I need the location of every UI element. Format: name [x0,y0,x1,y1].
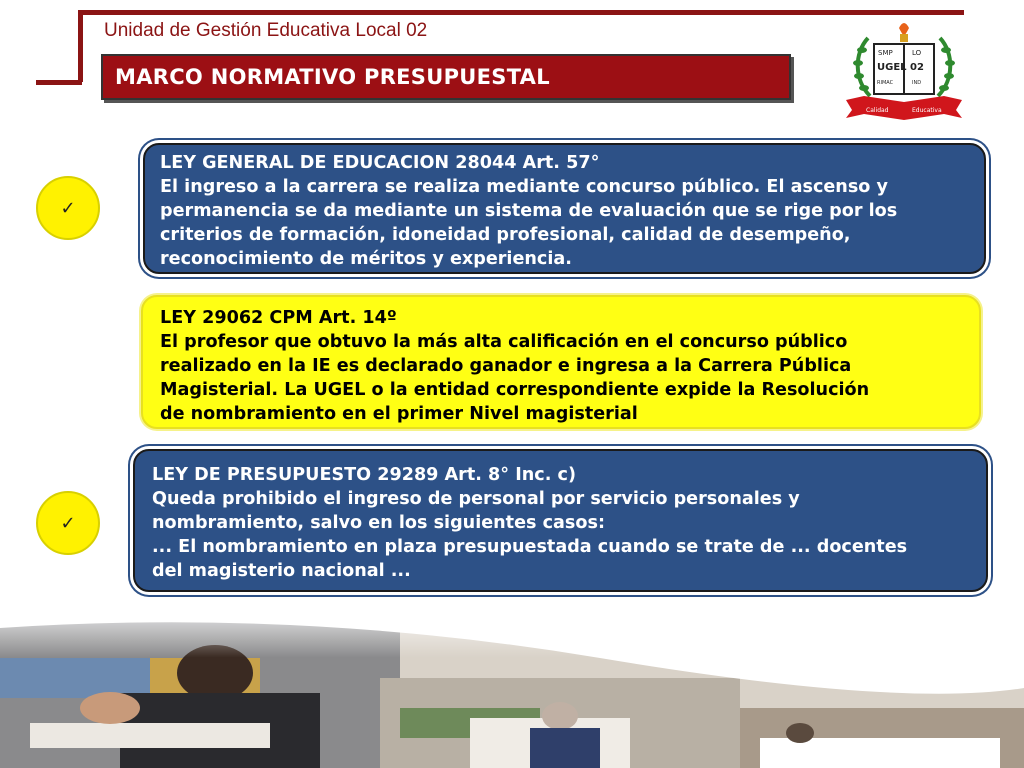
logo-text-ugel: UGEL [877,62,907,73]
ugel-logo [844,18,964,122]
law-heading: LEY 29062 CPM Art. 14º [160,308,397,328]
logo-text-02: 02 [910,62,924,73]
check-icon: ✓ [60,512,76,534]
header-frame-left [78,10,83,82]
check-circle-2 [36,491,100,555]
exam-photo-collage [0,598,1024,768]
title-bar [101,54,791,100]
logo-banner-right: Educativa [912,107,942,114]
law-heading: LEY GENERAL DE EDUCACION 28044 Art. 57° [160,153,600,173]
logo-text-ind: IND [912,80,922,86]
law-box-education [143,143,986,274]
logo-text-lo: LO [912,49,922,57]
header-frame-top [78,10,964,15]
law-heading: LEY DE PRESUPUESTO 29289 Art. 8° Inc. c) [152,465,577,485]
logo-banner-left: Calidad [866,107,889,114]
organization-name: Unidad de Gestión Educativa Local 02 [104,20,428,41]
page-title: MARCO NORMATIVO PRESUPUESTAL [115,65,550,89]
header-frame-foot [36,80,82,85]
law-body: El ingreso a la carrera se realiza mediante concurso público. El ascenso y permanencia se da mediante un sistema de evaluación que se rige por los criterios de formación, idoneidad profesional, calidad de desempeño, reconocimiento de méritos y experiencia. [160,177,898,269]
check-circle-1 [36,176,100,240]
law-body: El profesor que obtuvo la más alta calificación en el concurso público realizado en la IE es declarado ganador e ingresa a la Carrera Pública Magisterial. La UGEL o la entidad correspondiente expide la Resolución de nombramiento en el primer Nivel magisterial [160,332,870,424]
law-body: Queda prohibido el ingreso de personal por servicio personales y nombramiento, salvo en los siguientes casos: ... El nombramiento en plaza presupuestada cuando se trate de ... docentes del magisterio nacional ... [152,489,908,581]
check-icon: ✓ [60,197,76,219]
logo-text-rimac: RIMAC [877,80,894,86]
logo-text-smp: SMP [878,49,893,57]
law-box-cpm [141,295,981,429]
law-box-budget [133,449,988,592]
